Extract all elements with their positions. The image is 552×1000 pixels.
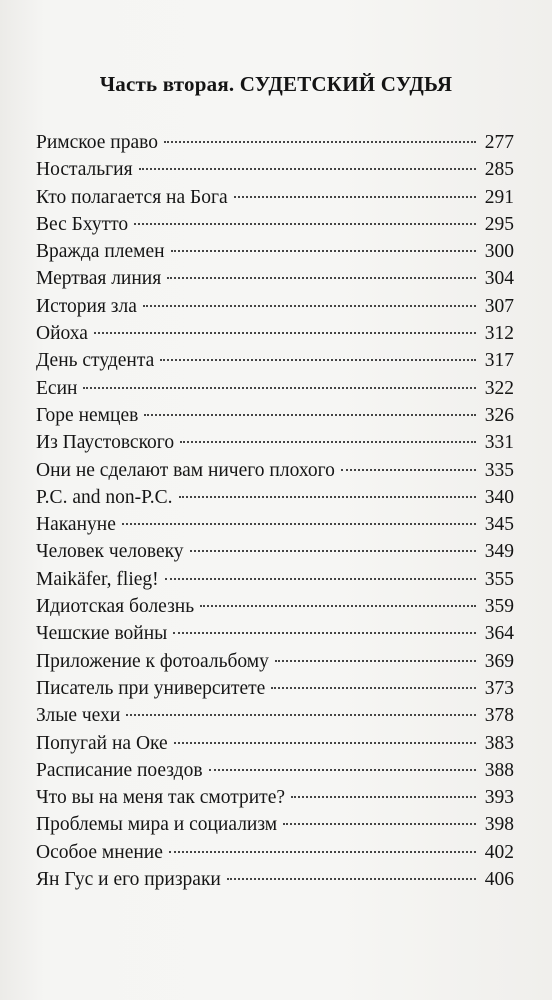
dot-leader: [143, 305, 476, 307]
toc-entry-title: Вес Бхутто: [36, 213, 129, 235]
toc-entry-title: Злые чехи: [36, 705, 121, 727]
toc-entry: [36, 214, 514, 241]
toc-entry-title: Ян Гус и его призраки: [36, 869, 221, 891]
toc-entry-page: 359: [484, 596, 514, 618]
dot-leader: [275, 660, 476, 662]
toc-entry: [36, 296, 514, 323]
toc-entry: [36, 432, 514, 459]
toc-entry-page: 398: [484, 814, 514, 836]
toc-entry-title: Идиотская болезнь: [36, 596, 195, 618]
toc-entry: [36, 623, 514, 650]
dot-leader: [180, 441, 476, 443]
dot-leader: [173, 632, 476, 634]
toc-entry-page: 291: [484, 186, 514, 208]
toc-entry: [36, 541, 514, 568]
toc-entry-title: Они не сделают вам ничего плохого: [36, 459, 335, 481]
toc-entry-page: 331: [484, 432, 514, 454]
toc-entry-page: 335: [484, 459, 514, 481]
toc-entry-page: 355: [484, 568, 514, 590]
toc-entry-page: 285: [484, 159, 514, 181]
toc-entry-title: Кто полагается на Бога: [36, 186, 228, 208]
dot-leader: [165, 578, 476, 580]
toc-entry-page: 300: [484, 241, 514, 263]
toc-entry-page: 402: [484, 841, 514, 863]
toc-entry-title: Расписание поездов: [36, 759, 203, 781]
toc-entry-page: 307: [484, 295, 514, 317]
toc-entry: [36, 514, 514, 541]
dot-leader: [209, 769, 476, 771]
toc-entry: [36, 733, 514, 760]
section-title: Часть вторая. СУДЕТСКИЙ СУДЬЯ: [99, 72, 453, 96]
toc-entry-page: 406: [484, 869, 514, 891]
toc-entry-title: Приложение к фотоальбому: [36, 650, 269, 672]
toc-entry-title: Человек человеку: [36, 541, 184, 563]
toc-entry: [36, 487, 514, 514]
dot-leader: [174, 742, 476, 744]
dot-leader: [291, 796, 476, 798]
toc-entry: [36, 596, 514, 623]
dot-leader: [227, 878, 476, 880]
dot-leader: [234, 196, 476, 198]
toc-entry-page: 340: [484, 486, 514, 508]
dot-leader: [200, 605, 476, 607]
toc-entry: [36, 378, 514, 405]
toc-entry-title: Римское право: [36, 132, 158, 153]
toc-entry-title: Горе немцев: [36, 404, 139, 426]
toc-entry-title: День студента: [36, 350, 155, 372]
dot-leader: [283, 823, 476, 825]
toc-entry-page: 393: [484, 787, 514, 809]
toc-entry-page: 326: [484, 404, 514, 426]
toc-entry-page: 345: [484, 514, 514, 536]
toc-entry-title: Ойоха: [36, 323, 88, 345]
toc-entry-title: P.C. and non-P.C.: [36, 486, 173, 508]
dot-leader: [144, 414, 476, 416]
toc-entry-title: Из Паустовского: [36, 432, 175, 454]
toc-entry: [36, 460, 514, 487]
toc-entry-page: 373: [484, 677, 514, 699]
toc-entry: [36, 842, 514, 869]
dot-leader: [126, 714, 476, 716]
toc-entry-title: Есин: [36, 377, 78, 399]
dot-leader: [190, 550, 476, 552]
dot-leader: [94, 332, 476, 334]
table-of-contents: [36, 132, 514, 896]
toc-entry-page: 317: [484, 350, 514, 372]
toc-entry-page: 369: [484, 650, 514, 672]
toc-entry-title: История зла: [36, 295, 137, 317]
toc-entry: [36, 678, 514, 705]
toc-entry-title: Особое мнение: [36, 841, 163, 863]
dot-leader: [134, 223, 476, 225]
toc-entry: [36, 569, 514, 596]
toc-entry-title: Ностальгия: [36, 159, 133, 181]
toc-entry-page: 322: [484, 377, 514, 399]
toc-entry-title: Maikäfer, flieg!: [36, 568, 159, 590]
toc-entry-page: 277: [484, 132, 514, 153]
dot-leader: [160, 359, 476, 361]
toc-entry: [36, 350, 514, 377]
toc-entry-page: 383: [484, 732, 514, 754]
toc-entry-title: Чешские войны: [36, 623, 168, 645]
toc-entry: [36, 814, 514, 841]
toc-entry: [36, 760, 514, 787]
toc-entry-title: Мертвая линия: [36, 268, 162, 290]
dot-leader: [179, 496, 476, 498]
toc-entry-page: 388: [484, 759, 514, 781]
toc-entry-title: Накануне: [36, 514, 116, 536]
toc-entry: [36, 241, 514, 268]
toc-entry: [36, 323, 514, 350]
toc-entry: [36, 132, 514, 159]
dot-leader: [271, 687, 476, 689]
toc-entry: [36, 268, 514, 295]
toc-entry-title: Проблемы мира и социализм: [36, 814, 278, 836]
toc-entry-page: 364: [484, 623, 514, 645]
toc-entry: [36, 705, 514, 732]
toc-entry-title: Вражда племен: [36, 241, 165, 263]
dot-leader: [341, 469, 476, 471]
toc-entry-page: 349: [484, 541, 514, 563]
toc-entry: [36, 651, 514, 678]
toc-entry-page: 295: [484, 213, 514, 235]
dot-leader: [171, 250, 476, 252]
dot-leader: [169, 851, 476, 853]
toc-entry: [36, 159, 514, 186]
toc-entry: [36, 787, 514, 814]
toc-entry: [36, 869, 514, 896]
dot-leader: [139, 168, 476, 170]
toc-entry-title: Что вы на меня так смотрите?: [36, 787, 286, 809]
toc-entry-title: Попугай на Оке: [36, 732, 168, 754]
dot-leader: [167, 277, 476, 279]
toc-entry-page: 378: [484, 705, 514, 727]
toc-entry-page: 312: [484, 323, 514, 345]
dot-leader: [164, 141, 476, 143]
dot-leader: [122, 523, 476, 525]
toc-entry-title: Писатель при университете: [36, 677, 266, 699]
toc-entry: [36, 405, 514, 432]
toc-entry: [36, 187, 514, 214]
toc-entry-page: 304: [484, 268, 514, 290]
dot-leader: [83, 387, 476, 389]
